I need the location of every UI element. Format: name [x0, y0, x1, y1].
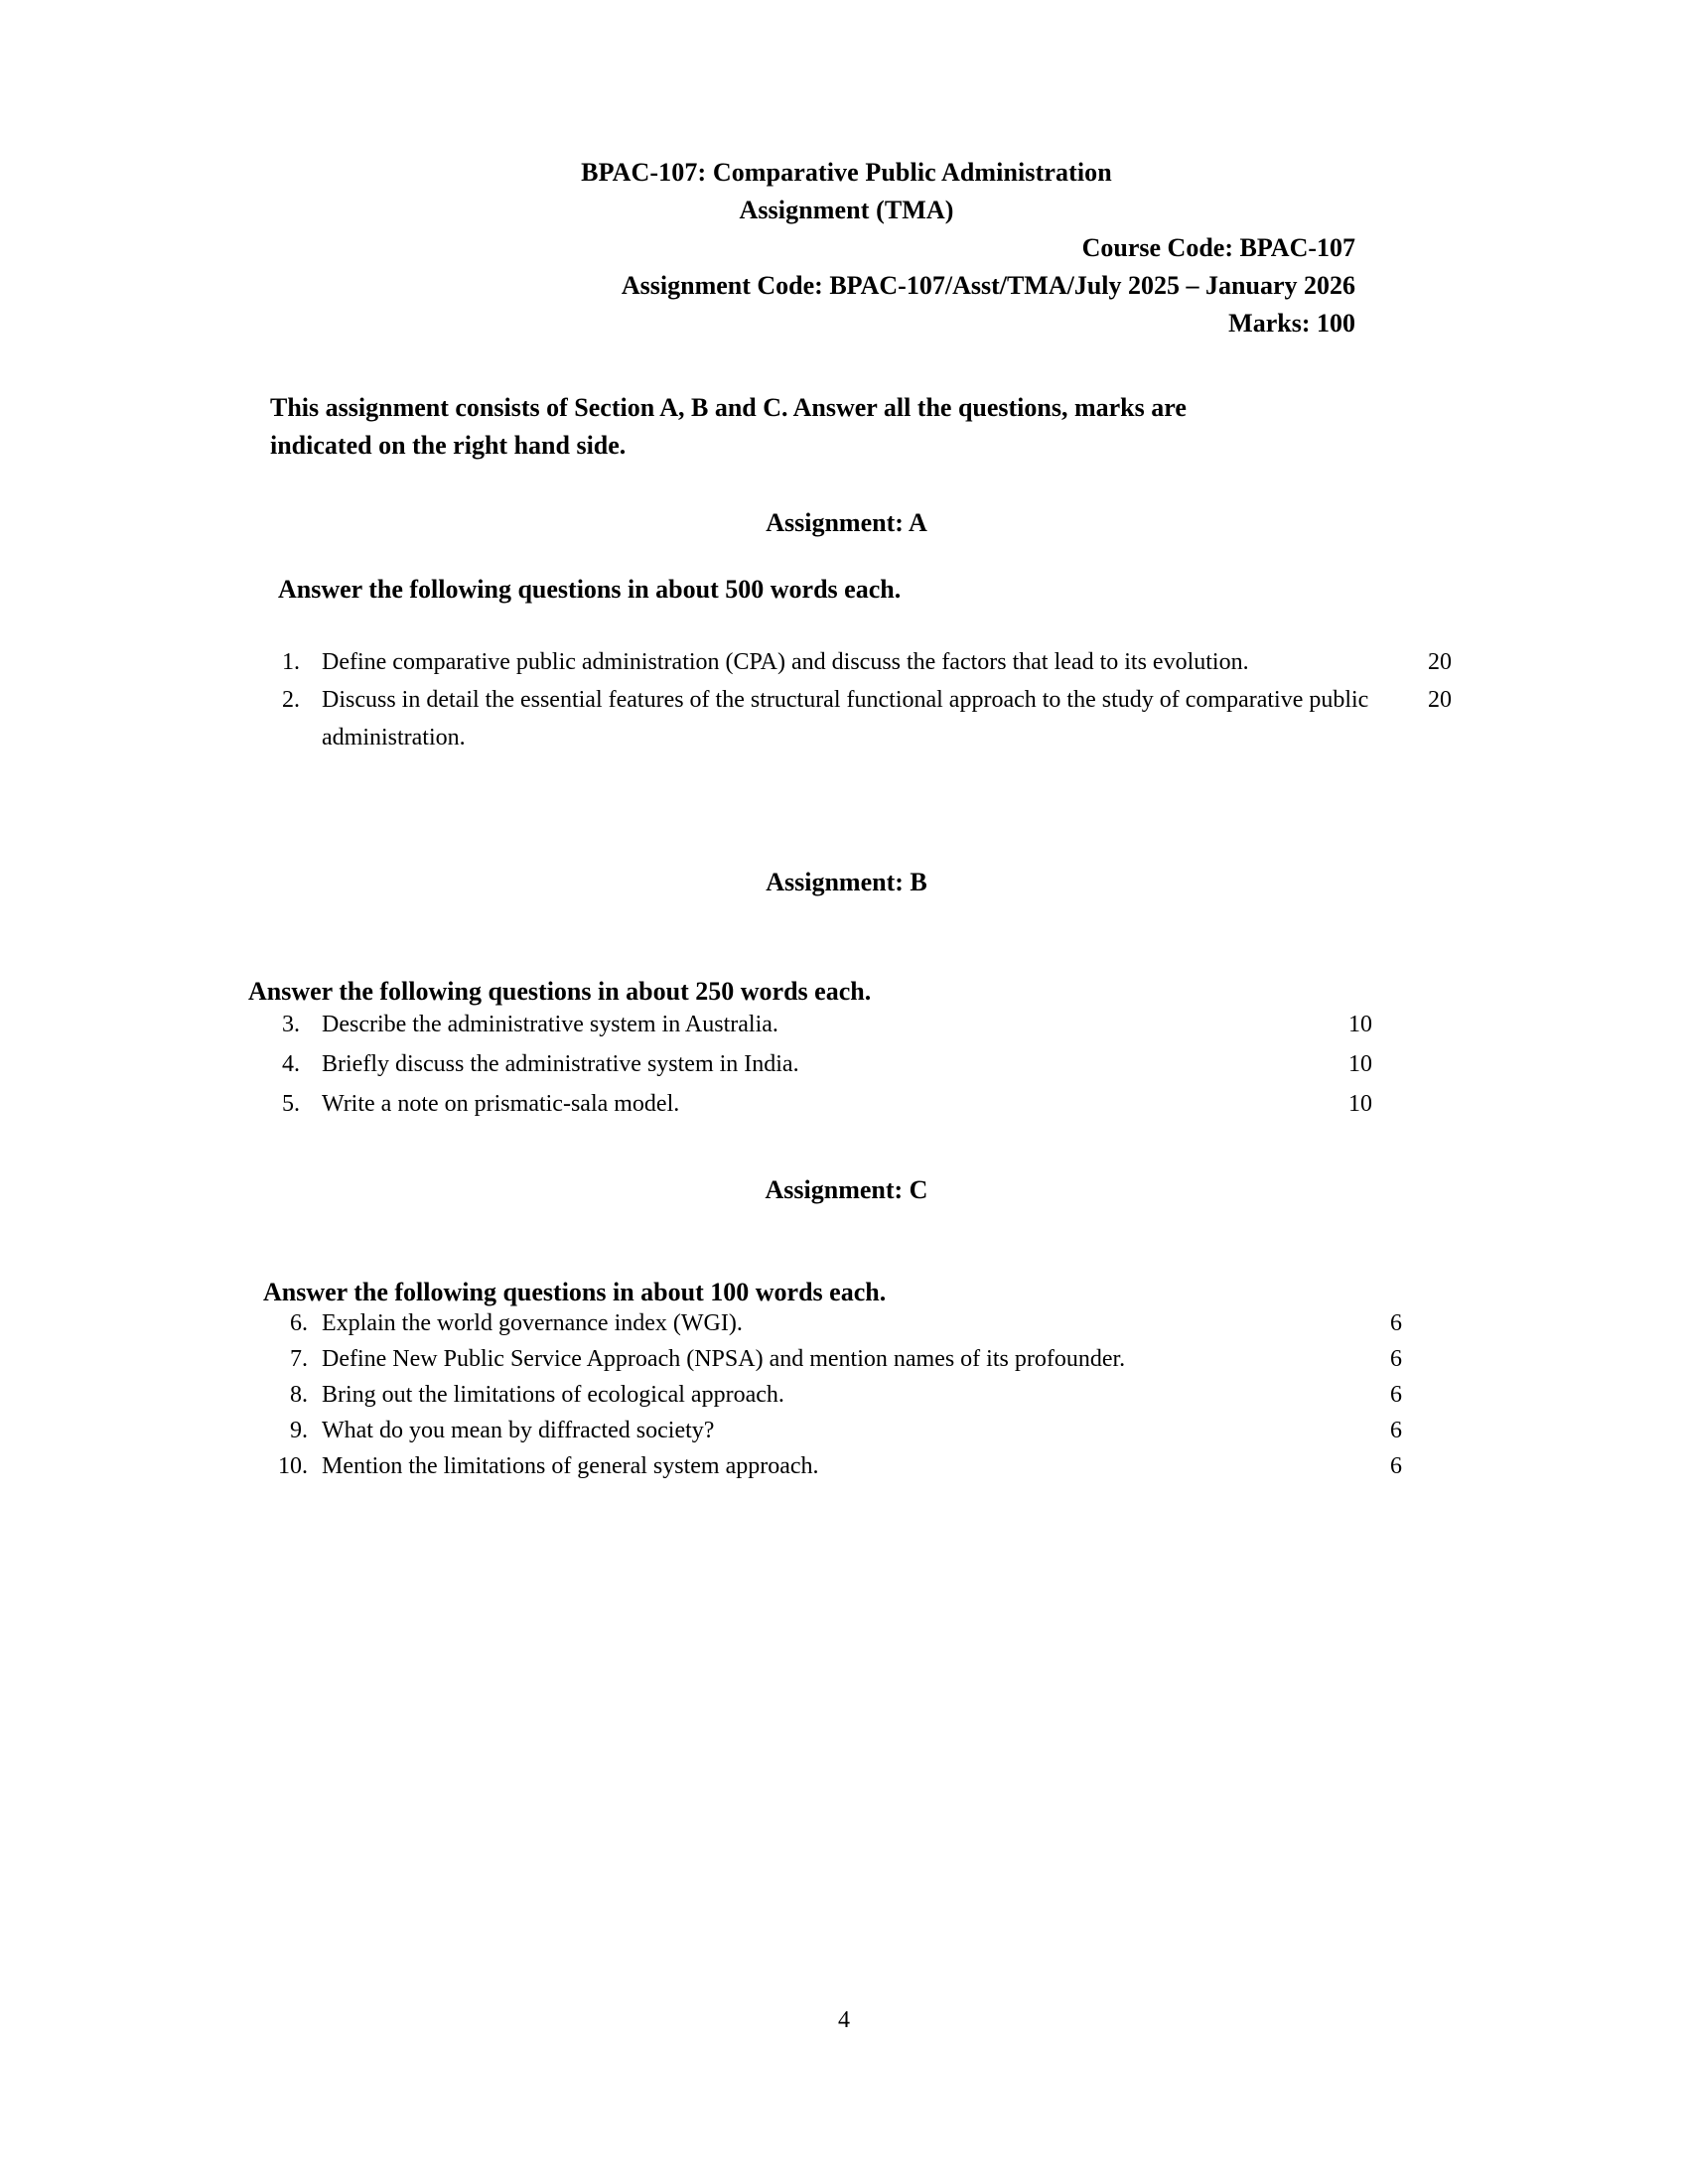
question-number: 2.	[282, 687, 300, 713]
question-text: Describe the administrative system in Australia.	[322, 1012, 778, 1037]
question-text: Discuss in detail the essential features of the structural functional approach to the study of comparative public administration.	[322, 687, 1369, 751]
total-marks: Marks: 100	[1228, 309, 1355, 338]
question-item	[270, 1044, 1372, 1084]
page-title: BPAC-107: Comparative Public Administration	[581, 158, 1112, 187]
section-lead-in-a: Answer the following questions in about 500 words each.	[278, 575, 902, 604]
section-lead-in-b: Answer the following questions in about 250 words each.	[248, 977, 872, 1006]
question-item	[270, 1413, 1402, 1448]
instructions-paragraph	[270, 389, 1420, 465]
question-marks: 10	[1348, 1051, 1372, 1077]
question-item	[270, 1448, 1402, 1484]
question-item	[270, 1005, 1372, 1044]
question-text: Briefly discuss the administrative system in India.	[322, 1051, 799, 1077]
instructions-line-1: This assignment consists of Section A, B and C. Answer all the questions, marks are	[270, 393, 1187, 422]
question-marks: 10	[1348, 1012, 1372, 1037]
question-number: 5.	[282, 1091, 300, 1117]
question-number: 8.	[290, 1382, 308, 1408]
question-item	[270, 643, 1452, 681]
question-text: What do you mean by diffracted society?	[322, 1418, 715, 1443]
question-marks: 6	[1390, 1346, 1402, 1372]
question-item	[270, 1377, 1402, 1413]
question-item	[270, 1341, 1402, 1377]
question-text: Define comparative public administration (CPA) and discuss the factors that lead to its evolution.	[322, 649, 1249, 675]
section-heading-a: Assignment: A	[766, 508, 927, 537]
question-number: 7.	[290, 1346, 308, 1372]
page-number: 4	[838, 2007, 850, 2033]
question-number: 3.	[282, 1012, 300, 1037]
question-list-a	[270, 643, 1452, 756]
question-number: 9.	[290, 1418, 308, 1443]
question-text: Bring out the limitations of ecological approach.	[322, 1382, 784, 1408]
question-marks: 6	[1390, 1453, 1402, 1479]
section-lead-in-c: Answer the following questions in about 100 words each.	[263, 1278, 887, 1306]
question-marks: 10	[1348, 1091, 1372, 1117]
assignment-code: Assignment Code: BPAC-107/Asst/TMA/July 2025 – January 2026	[621, 271, 1355, 300]
question-marks: 20	[1428, 687, 1452, 713]
question-list-b	[270, 1005, 1372, 1124]
question-number: 4.	[282, 1051, 300, 1077]
instructions-line-2: indicated on the right hand side.	[270, 431, 627, 460]
question-marks: 6	[1390, 1382, 1402, 1408]
question-list-c	[270, 1305, 1402, 1484]
question-marks: 6	[1390, 1310, 1402, 1336]
question-item	[270, 1084, 1372, 1124]
section-heading-c: Assignment: C	[765, 1175, 928, 1204]
question-number: 1.	[282, 649, 300, 675]
question-number: 6.	[290, 1310, 308, 1336]
question-marks: 20	[1428, 649, 1452, 675]
question-text: Mention the limitations of general system approach.	[322, 1453, 819, 1479]
question-marks: 6	[1390, 1418, 1402, 1443]
document-header	[238, 154, 1455, 342]
question-text: Define New Public Service Approach (NPSA) and mention names of its profounder.	[322, 1346, 1126, 1372]
question-item	[270, 681, 1452, 756]
section-heading-b: Assignment: B	[766, 868, 927, 896]
course-code: Course Code: BPAC-107	[1081, 233, 1355, 262]
page-subtitle: Assignment (TMA)	[739, 196, 954, 224]
question-number: 10.	[278, 1453, 308, 1479]
question-text: Write a note on prismatic-sala model.	[322, 1091, 680, 1117]
question-text: Explain the world governance index (WGI).	[322, 1310, 743, 1336]
question-item	[270, 1305, 1402, 1341]
